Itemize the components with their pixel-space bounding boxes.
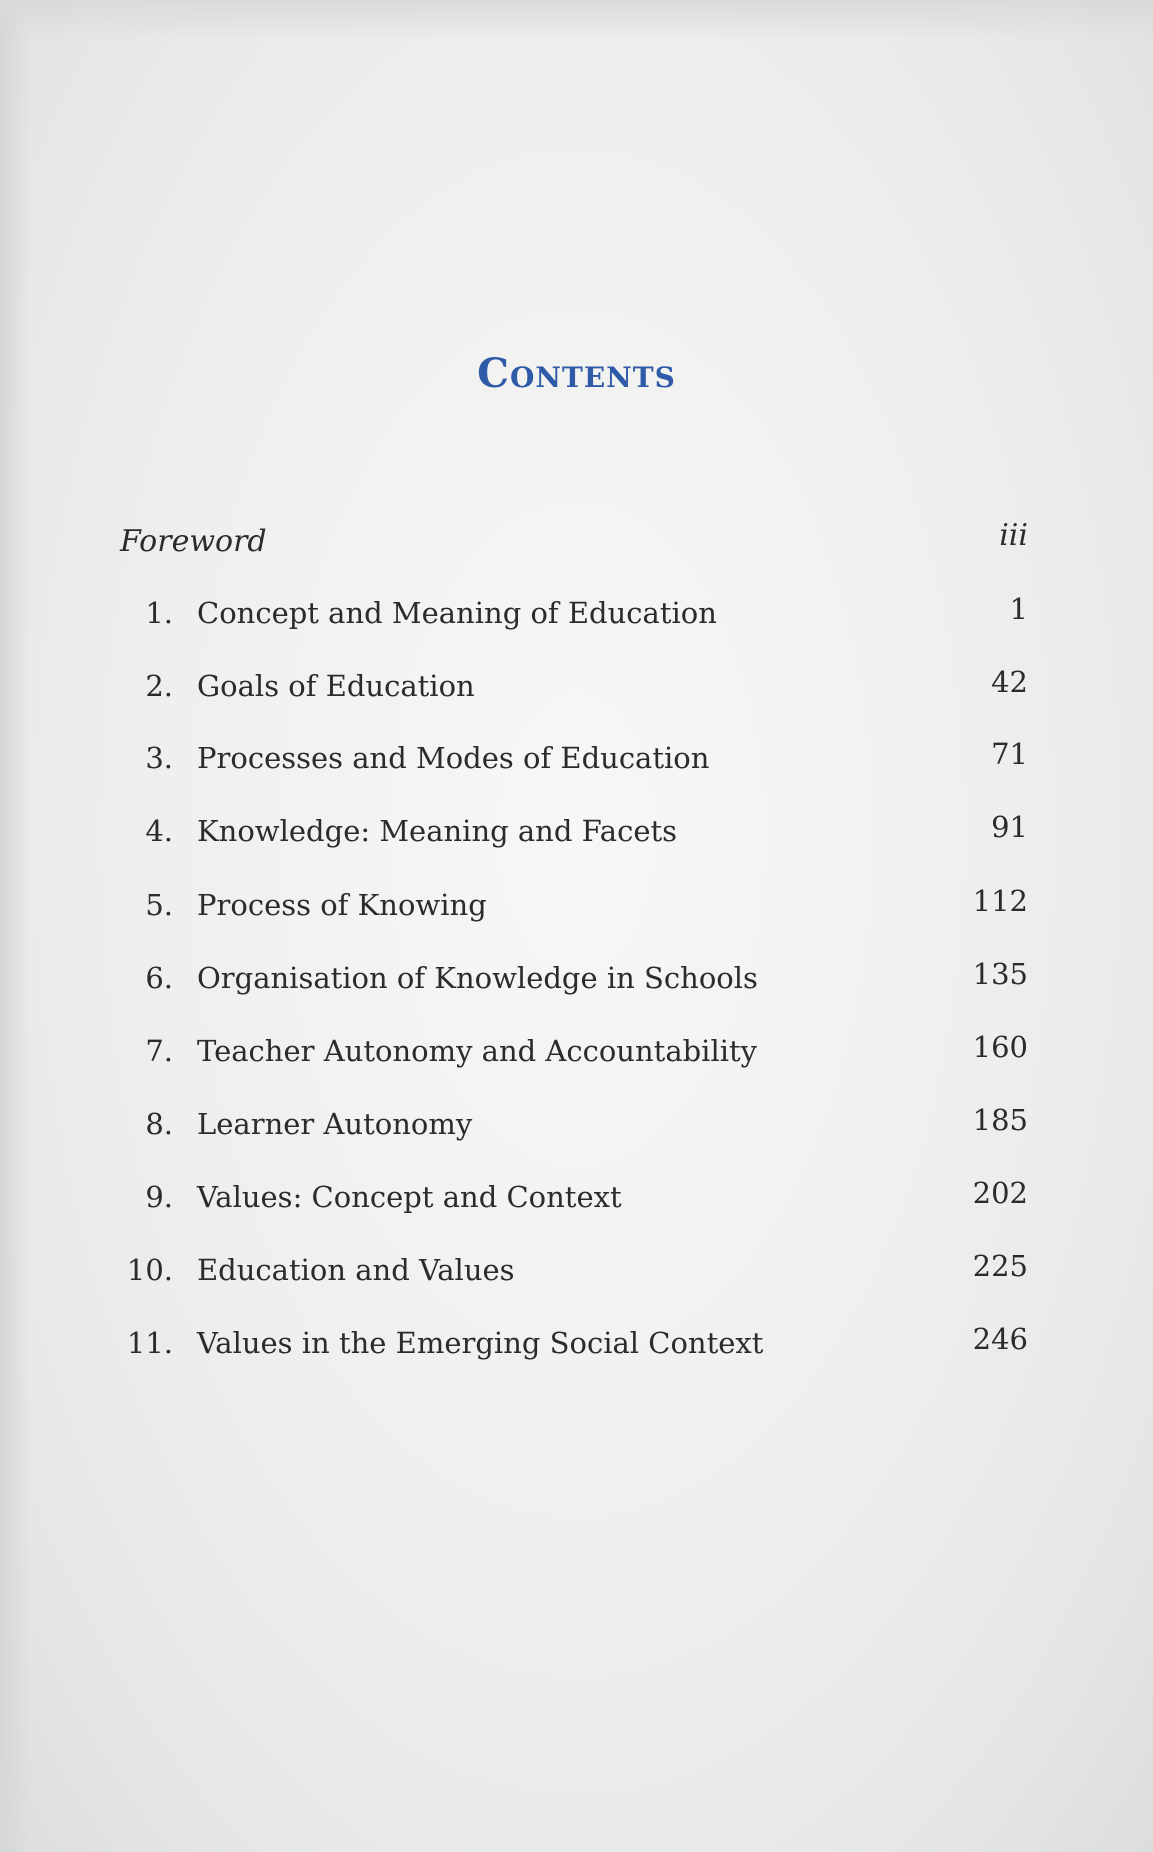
toc-row <box>0 737 1153 791</box>
chapter-number: 11. <box>126 1326 173 1360</box>
chapter-number: 8. <box>145 1107 173 1141</box>
chapter-title: Knowledge: Meaning and Facets <box>197 814 678 848</box>
chapter-page-number: 135 <box>972 957 1028 991</box>
toc-row <box>0 665 1153 719</box>
chapter-page-number: 112 <box>972 884 1028 918</box>
page-title: Contents <box>477 350 676 397</box>
toc-row <box>0 884 1153 938</box>
chapter-number: 1. <box>145 596 173 630</box>
toc-row <box>0 1176 1153 1230</box>
foreword-page-number: iii <box>999 518 1028 553</box>
toc-foreword-row <box>0 518 1153 574</box>
chapter-number: 4. <box>145 814 173 848</box>
chapter-page-number: 246 <box>972 1322 1028 1356</box>
chapter-title: Processes and Modes of Education <box>197 741 710 775</box>
chapter-number: 7. <box>145 1034 173 1068</box>
toc-row <box>0 1249 1153 1303</box>
chapter-page-number: 225 <box>972 1249 1028 1283</box>
chapter-title: Goals of Education <box>197 669 475 703</box>
chapter-title: Learner Autonomy <box>197 1107 473 1141</box>
toc-row <box>0 592 1153 646</box>
chapter-page-number: 185 <box>972 1103 1028 1137</box>
chapter-page-number: 160 <box>972 1030 1028 1064</box>
chapter-title: Process of Knowing <box>197 888 487 922</box>
chapter-title: Organisation of Knowledge in Schools <box>197 961 758 995</box>
toc-row <box>0 1030 1153 1084</box>
foreword-label: Foreword <box>120 524 267 559</box>
chapter-title: Teacher Autonomy and Accountability <box>197 1034 758 1068</box>
chapter-page-number: 1 <box>1009 592 1028 626</box>
chapter-number: 2. <box>145 669 173 703</box>
toc-row <box>0 957 1153 1011</box>
chapter-title: Education and Values <box>197 1253 515 1287</box>
chapter-page-number: 91 <box>991 810 1028 844</box>
chapter-number: 5. <box>145 888 173 922</box>
chapter-title: Concept and Meaning of Education <box>197 596 717 630</box>
toc-row <box>0 1103 1153 1157</box>
chapter-number: 10. <box>126 1253 173 1287</box>
chapter-title: Values in the Emerging Social Context <box>197 1326 764 1360</box>
chapter-page-number: 42 <box>991 665 1028 699</box>
chapter-number: 9. <box>145 1180 173 1214</box>
chapter-page-number: 71 <box>991 737 1028 771</box>
toc-row <box>0 1322 1153 1376</box>
toc-row <box>0 810 1153 864</box>
chapter-number: 6. <box>145 961 173 995</box>
chapter-page-number: 202 <box>972 1176 1028 1210</box>
chapter-number: 3. <box>145 741 173 775</box>
chapter-title: Values: Concept and Context <box>197 1180 622 1214</box>
